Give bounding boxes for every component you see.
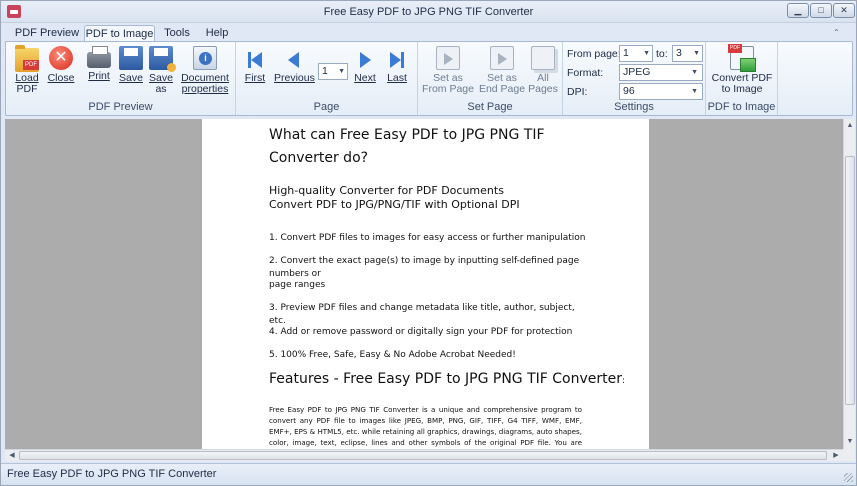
tab-pdf-preview[interactable]: PDF Preview (13, 25, 81, 43)
first-page-icon (246, 50, 264, 70)
title-bar (1, 1, 856, 23)
previous-page-button[interactable]: Previous (274, 46, 314, 84)
group-pdf-to-image (706, 42, 778, 115)
first-page-button[interactable]: First (242, 46, 268, 84)
last-page-button[interactable]: Last (384, 46, 410, 84)
dropdown-arrow-icon: ▼ (693, 46, 700, 61)
list-item: 2. Convert the exact page(s) to image by inputting self-defined page numbers or (269, 255, 589, 278)
floppy-disk-icon (119, 46, 143, 70)
resize-grip-icon[interactable] (844, 473, 853, 482)
save-as-button[interactable]: Save as (146, 46, 176, 95)
print-button[interactable]: Print (84, 46, 114, 82)
to-page-select[interactable]: 3 ▼ (672, 45, 703, 62)
group-pdf-preview (6, 42, 236, 115)
printer-icon (87, 52, 111, 68)
group-set-page (418, 42, 563, 115)
close-pdf-button[interactable]: ✕ Close (46, 46, 76, 84)
horizontal-scrollbar[interactable] (5, 449, 843, 461)
tab-pdf-to-image[interactable]: PDF to Image (84, 25, 155, 43)
pdf-page (202, 119, 649, 449)
ribbon-collapse-icon[interactable]: ⌃ (833, 28, 845, 38)
scroll-left-icon[interactable]: ◀ (5, 450, 19, 461)
minimize-button[interactable]: ▁ (787, 3, 809, 18)
format-select[interactable]: JPEG ▼ (619, 64, 703, 81)
dropdown-arrow-icon: ▼ (338, 64, 345, 79)
dropdown-arrow-icon: ▼ (691, 84, 698, 99)
list-item: page ranges (269, 279, 589, 302)
all-pages-icon (531, 46, 555, 70)
group-settings (563, 42, 706, 115)
status-text: Free Easy PDF to JPG PNG TIF Converter (7, 468, 216, 480)
from-page-label: From page: (567, 48, 621, 60)
group-label-pdf-to-image: PDF to Image (706, 101, 777, 113)
convert-pdf-to-image-button[interactable]: PDF Convert PDF to Image (708, 46, 776, 95)
list-item: 5. 100% Free, Safe, Easy & No Adobe Acrobat Needed! (269, 349, 589, 372)
document-properties-button[interactable]: i Document properties (181, 46, 229, 95)
dropdown-arrow-icon: ▼ (643, 46, 650, 61)
from-page-select[interactable]: 1 ▼ (619, 45, 653, 62)
list-item: 3. Preview PDF files and change metadata like title, author, subject, etc. (269, 302, 589, 325)
group-label-pdf-preview: PDF Preview (6, 101, 235, 113)
scrollbar-corner (843, 449, 855, 461)
window-title: Free Easy PDF to JPG PNG TIF Converter (1, 6, 856, 18)
scroll-down-icon[interactable]: ▼ (844, 435, 856, 449)
feature-list (269, 232, 589, 372)
features-heading: Features - Free Easy PDF to JPG PNG TIF Converter: (269, 371, 625, 387)
tab-help[interactable]: Help (200, 25, 234, 43)
next-page-button[interactable]: Next (352, 46, 378, 84)
format-label: Format: (567, 67, 603, 79)
vertical-scrollbar[interactable] (843, 119, 855, 449)
document-subheading: High-quality Converter for PDF Documents Convert PDF to JPG/PNG/TIF with Optional DPI (269, 184, 599, 212)
close-icon: ✕ (49, 46, 73, 70)
document-heading: What can Free Easy PDF to JPG PNG TIF Converter do? (269, 124, 599, 170)
last-page-icon (388, 50, 406, 70)
list-item: 4. Add or remove password or digitally sign your PDF for protection (269, 326, 589, 349)
set-as-end-page-button[interactable]: Set as End Page (478, 46, 526, 95)
document-body-text: Free Easy PDF to JPG PNG TIF Converter is a unique and comprehensive program to convert any PDF file to images like JPEG, BMP, PNG, GIF, TIFF, G4 TIFF, WMF, EMF, EMF+, EPS & HTML5, etc. while retaining all graphics, drawings, diagrams, auto shapes, color, image, text, eclipse, lines and other symbols of the original PDF file. You are (269, 404, 582, 449)
vertical-scroll-thumb[interactable] (845, 156, 855, 405)
group-page (236, 42, 418, 115)
convert-pdf-icon (730, 46, 754, 70)
next-page-icon (356, 50, 374, 70)
pdf-preview-area[interactable] (5, 119, 843, 449)
ribbon-tabs (1, 23, 856, 42)
to-page-label: to: (656, 48, 668, 60)
page-number-select[interactable]: 1 ▼ (318, 63, 348, 80)
group-label-settings: Settings (563, 101, 705, 113)
set-as-from-page-button[interactable]: Set as From Page (422, 46, 474, 95)
dropdown-arrow-icon: ▼ (691, 65, 698, 80)
previous-page-icon (285, 50, 303, 70)
save-button[interactable]: Save (116, 46, 146, 84)
list-item: 1. Convert PDF files to images for easy access or further manipulation (269, 232, 589, 255)
scroll-right-icon[interactable]: ▶ (829, 450, 843, 461)
group-label-set-page: Set Page (418, 101, 562, 113)
save-as-icon (149, 46, 173, 70)
group-label-page: Page (236, 101, 417, 113)
ribbon (5, 41, 853, 116)
folder-pdf-icon (15, 48, 39, 72)
dpi-label: DPI: (567, 86, 587, 98)
set-from-page-icon (436, 46, 460, 70)
dpi-select[interactable]: 96 ▼ (619, 83, 703, 100)
set-end-page-icon (490, 46, 514, 70)
horizontal-scroll-thumb[interactable] (19, 451, 827, 460)
document-info-icon (193, 46, 217, 70)
close-window-button[interactable]: ✕ (833, 3, 855, 18)
scroll-up-icon[interactable]: ▲ (844, 119, 856, 133)
load-pdf-button[interactable]: PDF Load PDF (12, 46, 42, 95)
status-bar (1, 463, 856, 485)
all-pages-button[interactable]: All Pages (528, 46, 558, 95)
tab-tools[interactable]: Tools (159, 25, 195, 43)
maximize-button[interactable]: □ (810, 3, 832, 18)
